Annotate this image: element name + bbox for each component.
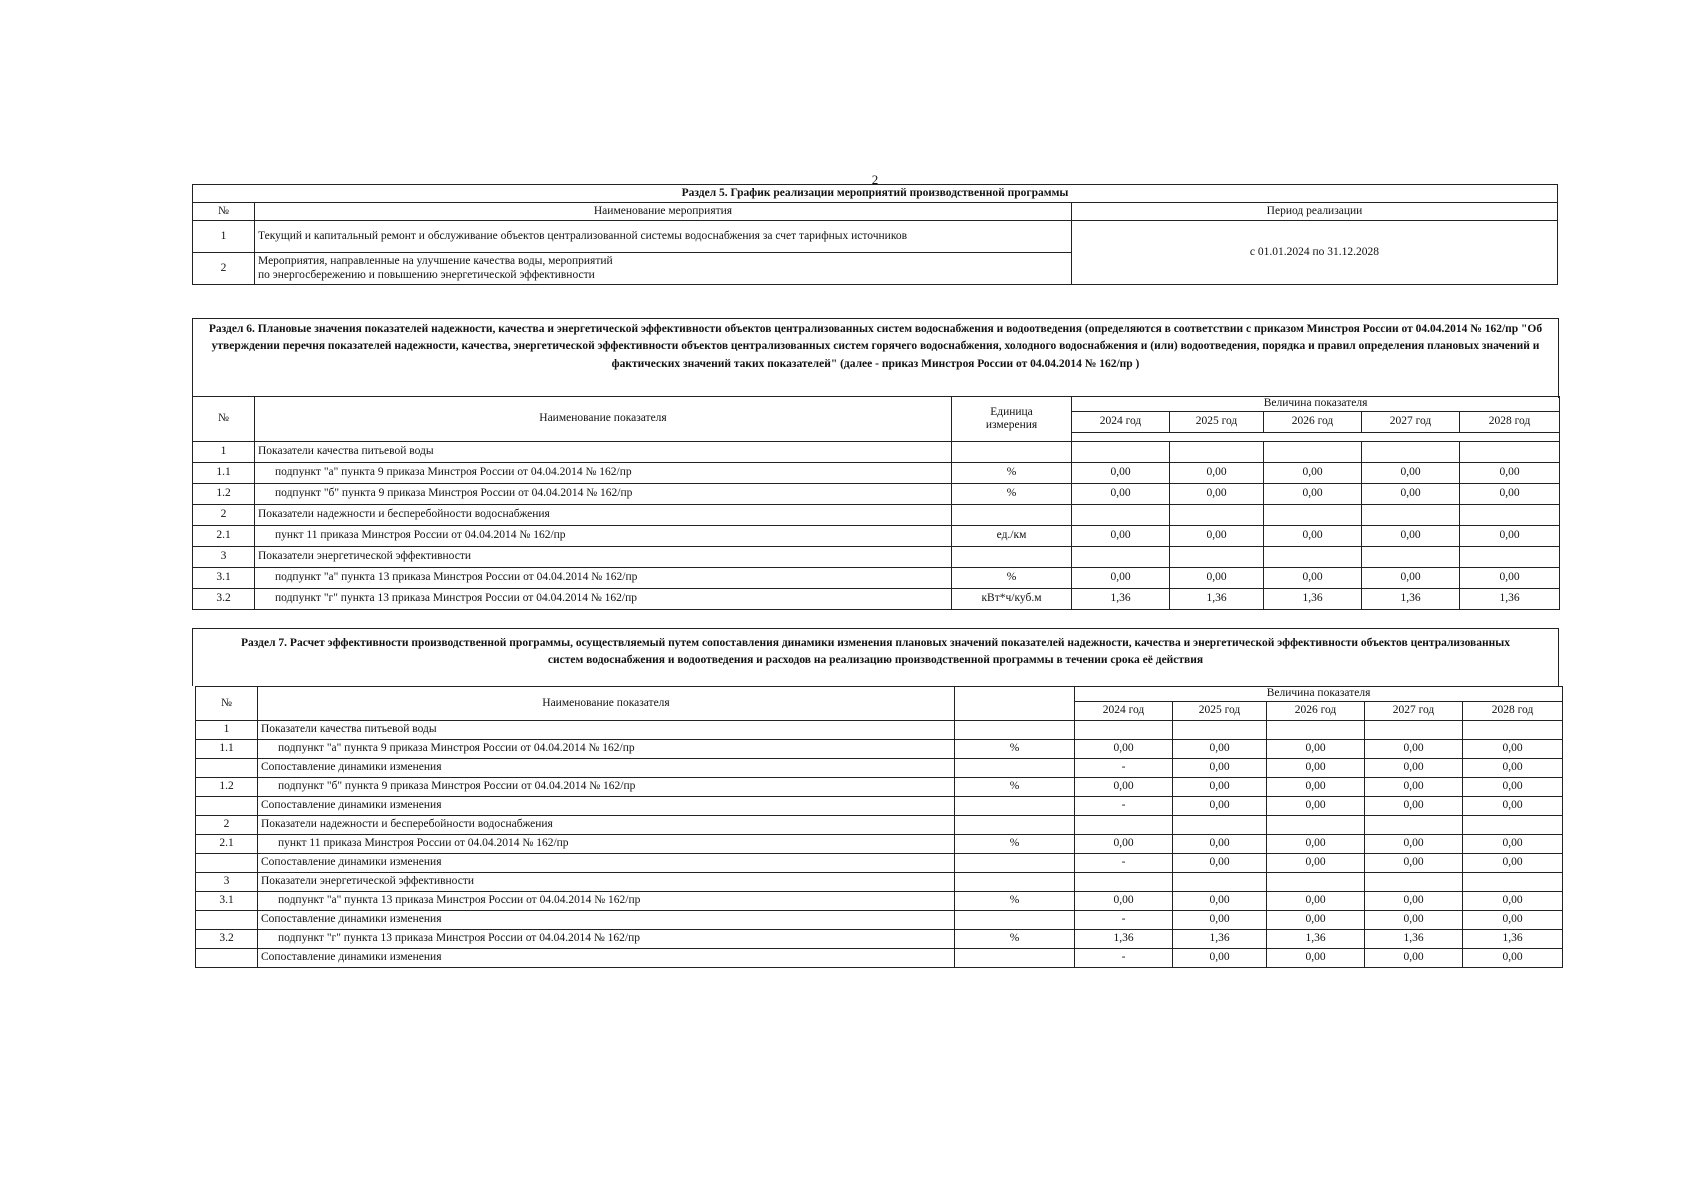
s7-body (196, 721, 1563, 968)
s6-row-unit (952, 505, 1072, 526)
s6-row-value: 0,00 (1460, 568, 1560, 589)
s6-row-value (1170, 505, 1264, 526)
s6-row-value (1460, 505, 1560, 526)
s7-row-value: 0,00 (1365, 778, 1463, 797)
s7-row-unit: % (955, 892, 1075, 911)
s7-row-value (1075, 816, 1173, 835)
s6-row-name: Показатели качества питьевой воды (255, 442, 952, 463)
s7-row-value (1173, 873, 1267, 892)
s7-row-value: 0,00 (1463, 892, 1563, 911)
table-row (196, 816, 1563, 835)
s7-row-unit (955, 873, 1075, 892)
s7-row-value (1463, 816, 1563, 835)
s7-row-value: 0,00 (1365, 759, 1463, 778)
s6-row-num: 2 (193, 505, 255, 526)
s7-row-unit (955, 854, 1075, 873)
section5-title: Раздел 5. График реализации мероприятий производственной программы (193, 185, 1558, 203)
table-row (196, 778, 1563, 797)
s6-row-value (1170, 442, 1264, 463)
s6-row-value (1072, 547, 1170, 568)
s7-row-value: 0,00 (1365, 854, 1463, 873)
s6-year: 2027 год (1362, 412, 1460, 433)
s6-row-value: 0,00 (1362, 568, 1460, 589)
s7-row-unit: % (955, 740, 1075, 759)
s6-row-num: 3.2 (193, 589, 255, 610)
table-row (196, 930, 1563, 949)
s6-row-value: 0,00 (1170, 568, 1264, 589)
s7-row-name: подпункт "г" пункта 13 приказа Минстроя России от 04.04.2014 № 162/пр (258, 930, 955, 949)
table-row (196, 759, 1563, 778)
s6-col-unit-line2: измерения (985, 419, 1038, 431)
s6-row-unit: ед./км (952, 526, 1072, 547)
s7-col-num: № (196, 687, 258, 721)
s5-col-name: Наименование мероприятия (255, 203, 1072, 221)
s7-row-unit (955, 816, 1075, 835)
s7-row-num: 1.2 (196, 778, 258, 797)
s6-row-value: 0,00 (1264, 526, 1362, 547)
s7-row-num: 1.1 (196, 740, 258, 759)
s6-row-name: Показатели надежности и бесперебойности водоснабжения (255, 505, 952, 526)
s6-row-value: 0,00 (1072, 484, 1170, 505)
s6-row-unit: % (952, 463, 1072, 484)
s7-row-num: 3.2 (196, 930, 258, 949)
s7-row-num: 2 (196, 816, 258, 835)
s6-row-value (1362, 547, 1460, 568)
s7-row-num: 1 (196, 721, 258, 740)
s7-row-value: 0,00 (1173, 740, 1267, 759)
table-row (196, 873, 1563, 892)
s5-col-num: № (193, 203, 255, 221)
s6-row-value: 0,00 (1460, 526, 1560, 547)
s7-row-name: Показатели энергетической эффективности (258, 873, 955, 892)
s6-row-value: 0,00 (1460, 463, 1560, 484)
s7-row-value: 1,36 (1365, 930, 1463, 949)
s6-year: 2024 год (1072, 412, 1170, 433)
s7-row-value: 0,00 (1173, 949, 1267, 968)
table-row (193, 526, 1560, 547)
s7-row-value: 0,00 (1267, 778, 1365, 797)
table-row (193, 484, 1560, 505)
s6-row-name: подпункт "а" пункта 9 приказа Минстроя России от 04.04.2014 № 162/пр (255, 463, 952, 484)
s6-row-num: 1.1 (193, 463, 255, 484)
section7-title: Раздел 7. Расчет эффективности производственной программы, осуществляемый путем сопоставления динамики изменения плановых значений показателей надежности, качества и энергетической эффективности объектов централизованных систем водоснабжения и водоотведения и расходов на реализацию производственной программы в течении срока её действия (192, 628, 1559, 686)
s7-row-value: 0,00 (1267, 835, 1365, 854)
s7-row-value: 0,00 (1463, 854, 1563, 873)
s7-row-value (1365, 816, 1463, 835)
s6-row-unit: кВт*ч/куб.м (952, 589, 1072, 610)
table-row (196, 854, 1563, 873)
s7-row-unit (955, 911, 1075, 930)
s6-row-name: подпункт "г" пункта 13 приказа Минстроя России от 04.04.2014 № 162/пр (255, 589, 952, 610)
s6-row-unit (952, 547, 1072, 568)
s7-year: 2025 год (1173, 702, 1267, 721)
s7-row-value (1173, 816, 1267, 835)
table-row (196, 835, 1563, 854)
s7-row-num (196, 854, 258, 873)
s5-row-num: 2 (193, 253, 255, 285)
s6-row-value: 0,00 (1460, 484, 1560, 505)
s5-row-num: 1 (193, 221, 255, 253)
s7-row-name: подпункт "б" пункта 9 приказа Минстроя России от 04.04.2014 № 162/пр (258, 778, 955, 797)
s7-row-value: 1,36 (1267, 930, 1365, 949)
section6-title: Раздел 6. Плановые значения показателей надежности, качества и энергетической эффективности объектов централизованных систем водоснабжения и водоотведения (определяются в соответствии с приказом Минстроя России от 04.04.2014 № 162/пр "Об утверждении перечня показателей надежности, качества, энергетической эффективности объектов централизованных систем горячего водоснабжения, холодного водоснабжения и (или) водоотведения, порядка и правил определения плановых значений и фактических значений таких показателей" (далее - приказ Минстроя России от 04.04.2014 № 162/пр ) (192, 318, 1559, 398)
section6-table (192, 396, 1560, 610)
s6-row-value: 0,00 (1170, 463, 1264, 484)
s7-year: 2027 год (1365, 702, 1463, 721)
table-row (196, 797, 1563, 816)
s7-row-value: 0,00 (1267, 854, 1365, 873)
s7-row-value: 0,00 (1463, 778, 1563, 797)
s5-period-value: с 01.01.2024 по 31.12.2028 (1072, 221, 1558, 285)
s6-row-value: 0,00 (1362, 463, 1460, 484)
s6-row-num: 1.2 (193, 484, 255, 505)
s7-row-name: Сопоставление динамики изменения (258, 911, 955, 930)
s6-row-value: 1,36 (1170, 589, 1264, 610)
s7-row-value: 0,00 (1365, 949, 1463, 968)
s6-row-unit: % (952, 568, 1072, 589)
s7-row-name: Сопоставление динамики изменения (258, 797, 955, 816)
s7-row-num: 3.1 (196, 892, 258, 911)
s6-row-value: 0,00 (1362, 484, 1460, 505)
table-row (196, 740, 1563, 759)
s6-row-value: 1,36 (1072, 589, 1170, 610)
s7-row-num (196, 949, 258, 968)
s6-col-name: Наименование показателя (255, 397, 952, 442)
s7-row-value: 0,00 (1173, 797, 1267, 816)
s6-year: 2025 год (1170, 412, 1264, 433)
s6-row-name: подпункт "а" пункта 13 приказа Минстроя России от 04.04.2014 № 162/пр (255, 568, 952, 589)
s5-row-name-line2: по энергосбережению и повышению энергетической эффективности (258, 268, 595, 281)
s6-col-unit-line1: Единица (990, 405, 1033, 418)
s6-col-unit (952, 397, 1072, 442)
s7-row-name: Показатели качества питьевой воды (258, 721, 955, 740)
s6-row-value: 1,36 (1460, 589, 1560, 610)
s7-row-unit (955, 721, 1075, 740)
s7-row-num: 3 (196, 873, 258, 892)
s6-year: 2026 год (1264, 412, 1362, 433)
table-row (193, 568, 1560, 589)
s7-row-value: 0,00 (1267, 740, 1365, 759)
s7-row-value: 1,36 (1075, 930, 1173, 949)
s7-year: 2026 год (1267, 702, 1365, 721)
section5-table (192, 184, 1558, 285)
s6-row-value: 0,00 (1170, 484, 1264, 505)
s7-row-num (196, 759, 258, 778)
s6-header-spacer (1072, 433, 1560, 442)
s7-row-name: Сопоставление динамики изменения (258, 854, 955, 873)
s7-row-value (1267, 873, 1365, 892)
s7-row-value: - (1075, 911, 1173, 930)
s6-row-value (1170, 547, 1264, 568)
s6-col-value: Величина показателя (1072, 397, 1560, 412)
table-row (193, 547, 1560, 568)
s7-row-name: подпункт "а" пункта 9 приказа Минстроя России от 04.04.2014 № 162/пр (258, 740, 955, 759)
s6-row-num: 3 (193, 547, 255, 568)
s6-row-value (1264, 547, 1362, 568)
s7-row-value: 0,00 (1075, 835, 1173, 854)
s5-row-name: Текущий и капитальный ремонт и обслуживание объектов централизованной системы водоснабжения за счет тарифных источников (255, 221, 1072, 253)
page-number: 2 (871, 172, 879, 187)
s7-col-value: Величина показателя (1075, 687, 1563, 702)
s6-row-value (1362, 505, 1460, 526)
s7-row-unit: % (955, 778, 1075, 797)
s7-row-value: 0,00 (1267, 949, 1365, 968)
s7-row-num (196, 797, 258, 816)
s7-row-value: 0,00 (1365, 835, 1463, 854)
s7-row-value (1267, 816, 1365, 835)
s7-row-unit: % (955, 835, 1075, 854)
s7-row-value: 0,00 (1365, 911, 1463, 930)
s7-year: 2024 год (1075, 702, 1173, 721)
table-row (196, 721, 1563, 740)
s7-row-value (1365, 721, 1463, 740)
s7-row-value (1075, 721, 1173, 740)
table-row (193, 463, 1560, 484)
s5-col-period: Период реализации (1072, 203, 1558, 221)
s6-row-value: 0,00 (1264, 484, 1362, 505)
s7-row-value (1267, 721, 1365, 740)
s7-row-value: 0,00 (1075, 740, 1173, 759)
s7-col-name: Наименование показателя (258, 687, 955, 721)
s6-row-value: 0,00 (1072, 463, 1170, 484)
s7-row-value: 0,00 (1173, 854, 1267, 873)
s7-row-unit: % (955, 930, 1075, 949)
s7-row-value: 0,00 (1463, 797, 1563, 816)
table-row (196, 949, 1563, 968)
s7-row-value: 0,00 (1463, 911, 1563, 930)
s7-row-value: 0,00 (1173, 759, 1267, 778)
s6-row-value: 0,00 (1170, 526, 1264, 547)
table-row (193, 589, 1560, 610)
s6-row-name: подпункт "б" пункта 9 приказа Минстроя России от 04.04.2014 № 162/пр (255, 484, 952, 505)
s7-row-value: 0,00 (1365, 892, 1463, 911)
s7-row-value: 0,00 (1267, 759, 1365, 778)
s7-row-value: 0,00 (1365, 740, 1463, 759)
s7-row-value: 0,00 (1173, 778, 1267, 797)
s7-row-value (1075, 873, 1173, 892)
s7-row-unit (955, 797, 1075, 816)
s7-row-value: - (1075, 759, 1173, 778)
s6-body (193, 442, 1560, 610)
s6-row-value (1264, 505, 1362, 526)
s6-row-value (1072, 505, 1170, 526)
s7-row-value: 0,00 (1173, 835, 1267, 854)
s7-row-value (1463, 873, 1563, 892)
s7-row-value: 0,00 (1365, 797, 1463, 816)
table-row (196, 892, 1563, 911)
s7-row-value: 0,00 (1267, 797, 1365, 816)
s7-row-unit (955, 759, 1075, 778)
s6-row-value: 0,00 (1072, 568, 1170, 589)
s6-year: 2028 год (1460, 412, 1560, 433)
s7-row-value: - (1075, 949, 1173, 968)
s6-row-num: 2.1 (193, 526, 255, 547)
s7-row-value: 1,36 (1173, 930, 1267, 949)
s6-row-value: 1,36 (1264, 589, 1362, 610)
s6-row-num: 3.1 (193, 568, 255, 589)
s7-row-value: 0,00 (1463, 740, 1563, 759)
s6-row-value: 1,36 (1362, 589, 1460, 610)
s7-year: 2028 год (1463, 702, 1563, 721)
s7-row-value: 0,00 (1463, 759, 1563, 778)
s6-row-num: 1 (193, 442, 255, 463)
s7-row-num: 2.1 (196, 835, 258, 854)
s6-row-unit: % (952, 484, 1072, 505)
s6-row-name: Показатели энергетической эффективности (255, 547, 952, 568)
s7-row-value: 0,00 (1267, 911, 1365, 930)
s7-row-value: 0,00 (1173, 911, 1267, 930)
s5-row-name-line1: Мероприятия, направленные на улучшение качества воды, мероприятий (258, 255, 613, 268)
s7-row-name: подпункт "а" пункта 13 приказа Минстроя России от 04.04.2014 № 162/пр (258, 892, 955, 911)
s6-row-value (1264, 442, 1362, 463)
section7-table (195, 686, 1563, 968)
s7-row-name: Показатели надежности и бесперебойности водоснабжения (258, 816, 955, 835)
s7-row-value: - (1075, 854, 1173, 873)
s6-row-value (1460, 547, 1560, 568)
s7-row-value: - (1075, 797, 1173, 816)
s6-col-num: № (193, 397, 255, 442)
s7-row-value: 0,00 (1075, 778, 1173, 797)
table-row (193, 505, 1560, 526)
s7-row-value: 0,00 (1173, 892, 1267, 911)
s7-row-value: 0,00 (1267, 892, 1365, 911)
s7-row-value (1463, 721, 1563, 740)
s7-row-value (1173, 721, 1267, 740)
table-row (193, 442, 1560, 463)
s6-row-value (1362, 442, 1460, 463)
s7-col-unit (955, 687, 1075, 721)
s7-row-name: пункт 11 приказа Минстроя России от 04.04.2014 № 162/пр (258, 835, 955, 854)
table-row (196, 911, 1563, 930)
s7-row-value (1365, 873, 1463, 892)
s6-row-value: 0,00 (1362, 526, 1460, 547)
s7-row-value: 0,00 (1463, 949, 1563, 968)
s7-row-value: 0,00 (1075, 892, 1173, 911)
s6-row-value: 0,00 (1264, 463, 1362, 484)
s7-row-name: Сопоставление динамики изменения (258, 759, 955, 778)
s7-row-unit (955, 949, 1075, 968)
s7-row-name: Сопоставление динамики изменения (258, 949, 955, 968)
s7-row-num (196, 911, 258, 930)
s6-row-value (1460, 442, 1560, 463)
s6-row-value: 0,00 (1072, 526, 1170, 547)
s7-row-value: 0,00 (1463, 835, 1563, 854)
s6-row-value (1072, 442, 1170, 463)
s6-row-name: пункт 11 приказа Минстроя России от 04.04.2014 № 162/пр (255, 526, 952, 547)
s6-row-value: 0,00 (1264, 568, 1362, 589)
s5-row-name (255, 253, 1072, 285)
s7-row-value: 1,36 (1463, 930, 1563, 949)
s6-row-unit (952, 442, 1072, 463)
